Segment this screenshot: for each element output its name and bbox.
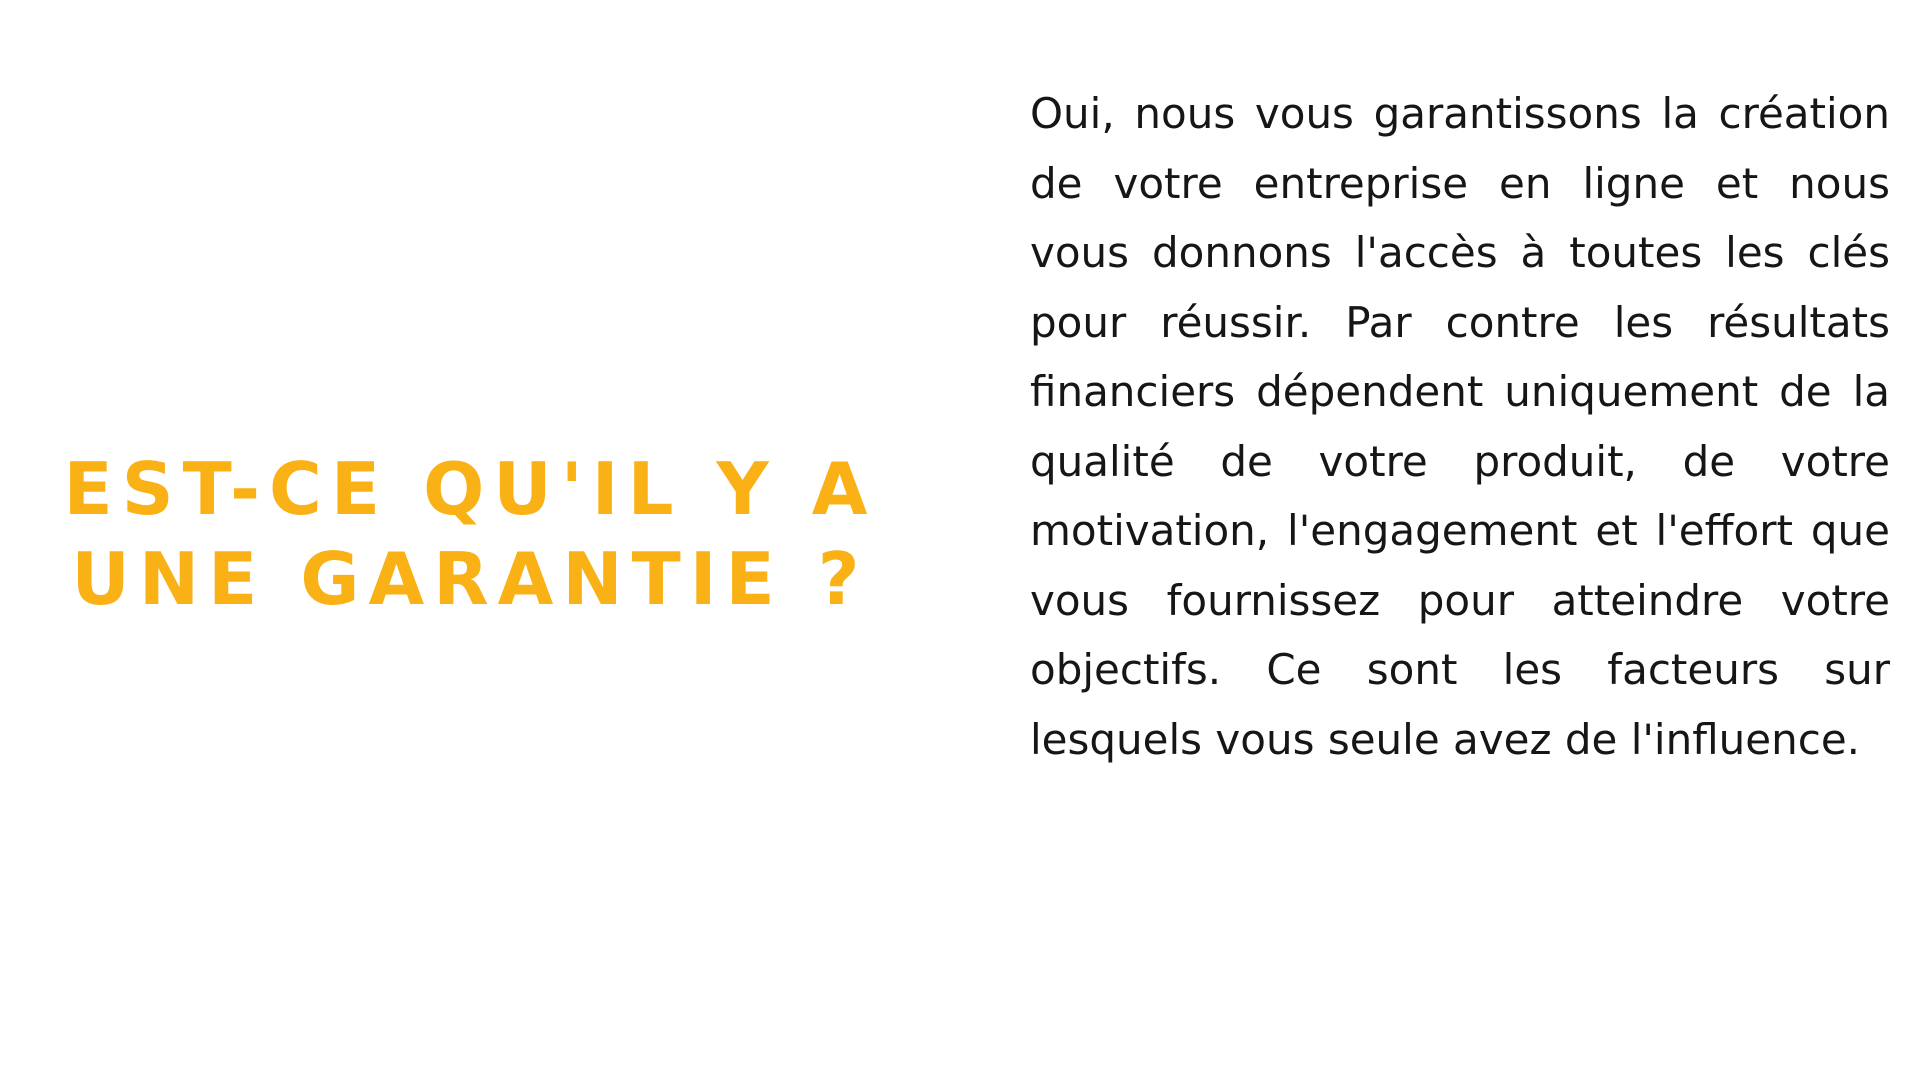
page-title: [60, 444, 880, 624]
answer-column: [1030, 79, 1890, 774]
answer-paragraph: Oui, nous vous garantissons la création de votre entreprise en ligne et nous vous donnons l'accès à toutes les clés pour réussir. Par contre les résultats financiers dépendent uniquement de la qualité de votre produit, de votre motivation, l'engagement et l'effort que vous fournissez pour atteindre votre objectifs. Ce sont les facteurs sur lesquels vous seule avez de l'influence.: [1030, 89, 1890, 764]
page-title-line-2: UNE GARANTIE ?: [71, 537, 869, 621]
heading-column: [0, 0, 940, 1080]
page-title-line-1: EST-CE QU'IL Y A: [63, 447, 877, 531]
